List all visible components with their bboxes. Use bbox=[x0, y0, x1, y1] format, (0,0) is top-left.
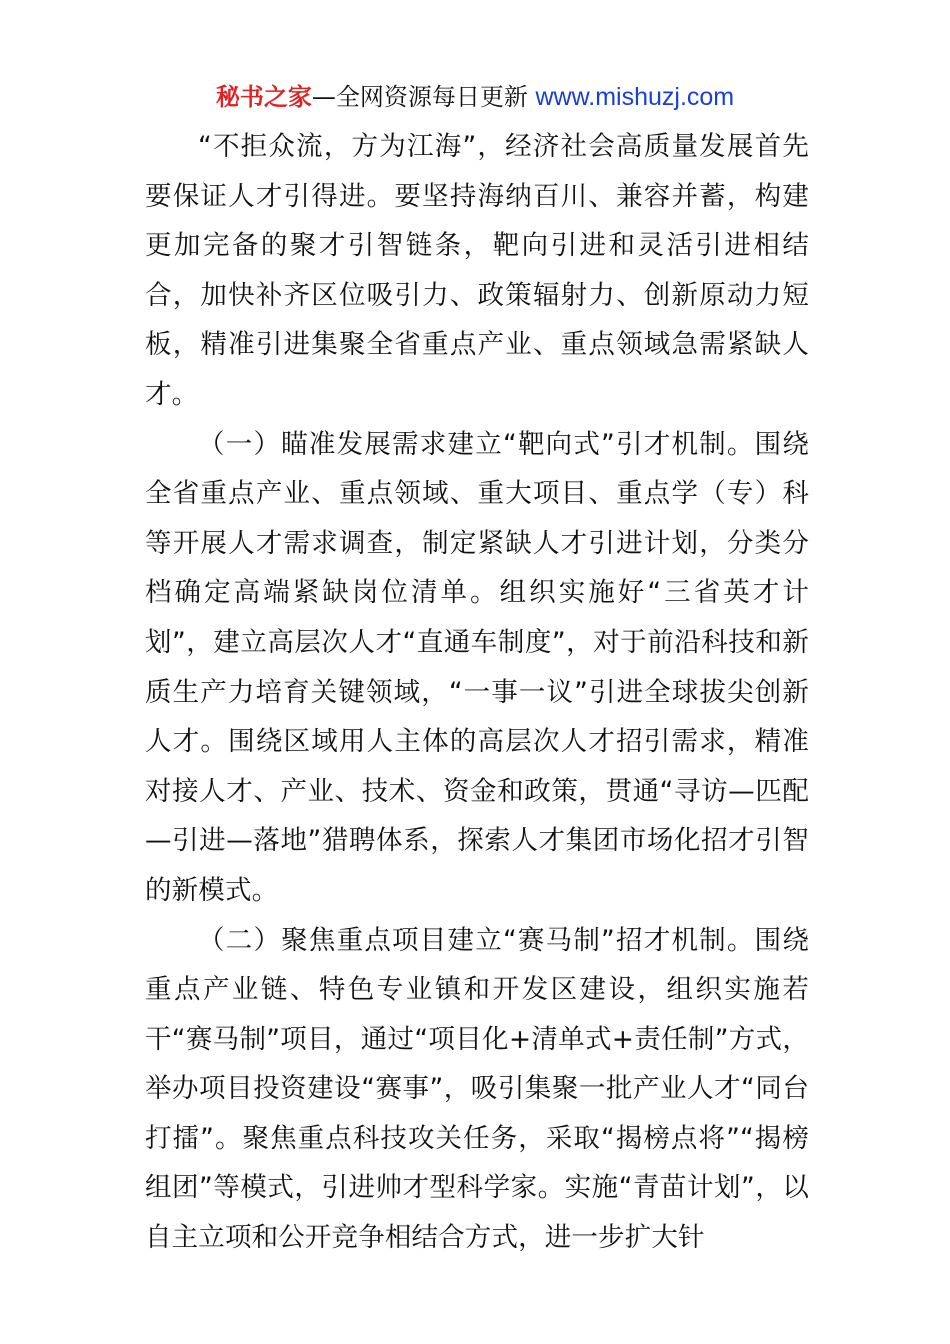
site-url-link[interactable]: www.mishuzj.com bbox=[535, 83, 735, 111]
paragraph-section-1: （一）瞄准发展需求建立“靶向式”引才机制。围绕全省重点产业、重点领域、重大项目、重点学（专）科等开展人才需求调查，制定紧缺人才引进计划，分类分档确定高端紧缺岗位清单。组织实施好“三省英才计划”，建立高层次人才“直通车制度”，对于前沿科技和新质生产力培育关键领域，“一事一议”引进全球拔尖创新人才。围绕区域用人主体的高层次人才招引需求，精准对接人才、产业、技术、资金和政策，贯通“寻访—匹配—引进—落地”猎聘体系，探索人才集团市场化招才引智的新模式。 bbox=[145, 428, 809, 906]
brand-name: 秘书之家 bbox=[215, 83, 312, 111]
header-tagline: —全网资源每日更新 bbox=[311, 83, 528, 111]
document-body bbox=[145, 122, 809, 1263]
paragraph-intro: “不拒众流，方为江海”，经济社会高质量发展首先要保证人才引得进。要坚持海纳百川、兼容并蓄，构建更加完备的聚才引智链条，靶向引进和灵活引进相结合，加快补齐区位吸引力、政策辐射力、创新原动力短板，精准引进集聚全省重点产业、重点领域急需紧缺人才。 bbox=[145, 131, 809, 410]
paragraph-section-2: （二）聚焦重点项目建立“赛马制”招才机制。围绕重点产业链、特色专业镇和开发区建设，组织实施若干“赛马制”项目，通过“项目化+清单式+责任制”方式，举办项目投资建设“赛事”，吸引集聚一批产业人才“同台打擂”。聚焦重点科技攻关任务，采取“揭榜点将”“揭榜组团”等模式，引进帅才型科学家。实施“青苗计划”，以自主立项和公开竞争相结合方式，进一步扩大针 bbox=[145, 924, 809, 1254]
site-header bbox=[0, 80, 950, 114]
